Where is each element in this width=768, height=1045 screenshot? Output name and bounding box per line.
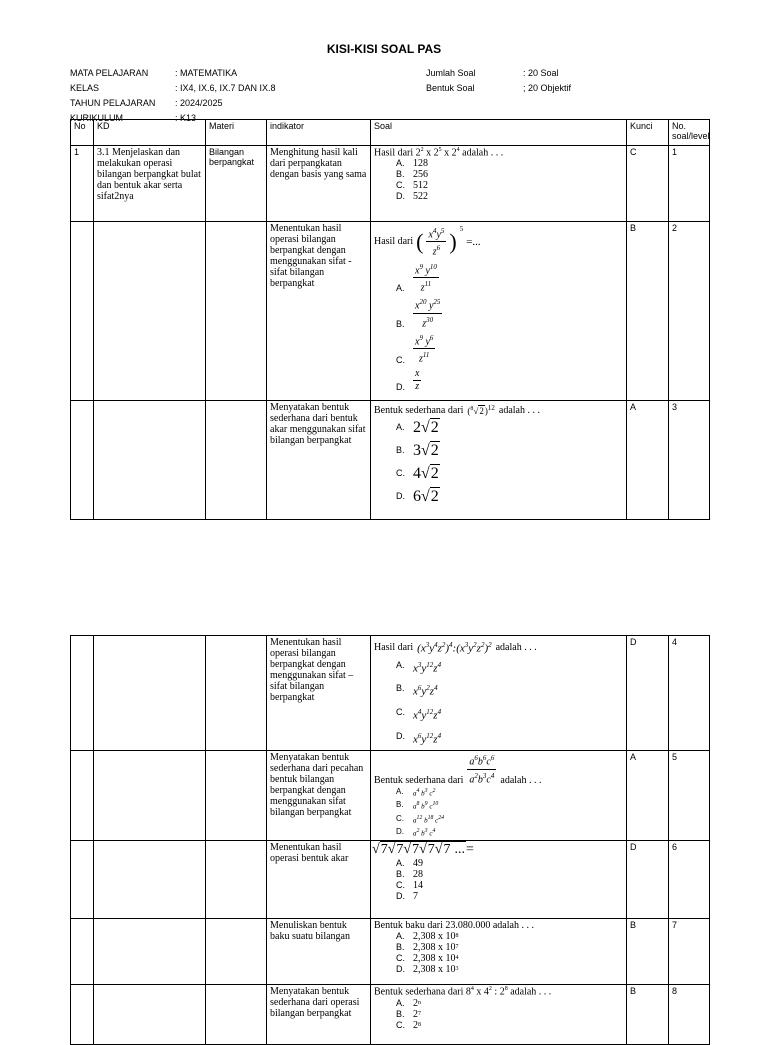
option-c: C. $a^{12}$ $b^{18}$ $c^{24}$ <box>396 813 445 824</box>
option-d: D. 522 <box>396 191 428 203</box>
option-d: D. 2,308 x 10 3 <box>396 964 459 976</box>
meta-value: : 2024/2025 <box>175 98 223 108</box>
option-a: A. 2 n <box>396 997 421 1009</box>
option-d: D. 7 <box>396 891 418 903</box>
cell-soal <box>371 919 627 985</box>
cell-indikator: Menyatakan bentuk sederhana dari bentuk akar menggunakan sifat bilangan berpangkat <box>267 401 371 520</box>
header-kunci: Kunci <box>627 120 669 146</box>
option-d: D. $\frac{x}{z}$ <box>396 367 420 392</box>
meta-key: KURIKULUM <box>70 113 124 123</box>
cell-level: 1 <box>669 146 710 222</box>
meta-value: : IX4, IX.6, IX.7 DAN IX.8 <box>175 83 276 93</box>
question-text: Hasil dari $2^2$ x $2^5$ x $2^4$ adalah . . . <box>374 147 504 159</box>
cell-soal <box>371 401 627 520</box>
option-c: C. 14 <box>396 880 423 892</box>
meta-left <box>70 66 276 126</box>
meta-key: MATA PELAJARAN <box>70 68 149 78</box>
table-row <box>71 919 710 985</box>
table-row <box>71 146 710 222</box>
cell-indikator: Menyatakan bentuk sederhana dari pecahan bentuk bilangan berpangkat dengan menggunakan sifat bilangan berpangkat <box>267 751 371 841</box>
table-row <box>71 751 710 841</box>
meta-key: TAHUN PELAJARAN <box>70 98 156 108</box>
kisi-kisi-table-page1 <box>70 119 710 520</box>
cell-level: 4 <box>669 636 710 751</box>
header-level: No. soal/level <box>669 120 710 146</box>
cell-soal <box>371 751 627 841</box>
header-indikator: indikator <box>267 120 371 146</box>
cell-kd: 3.1 Menjelaskan dan melakukan operasi bilangan berpangkat bulat dan bentuk akar serta sifat2nya <box>94 146 206 222</box>
options-list <box>374 998 623 1031</box>
cell-indikator: Menentukan hasil operasi bilangan berpangkat dengan menggunakan sifat - sifat bilangan berpangkat <box>267 222 371 401</box>
option-c: C. 4√2 <box>396 465 439 482</box>
document-title: KISI-KISI SOAL PAS <box>326 42 442 56</box>
table-row <box>71 401 710 520</box>
cell-kunci: B <box>627 222 669 401</box>
question-text: Hasil dari ( $\frac{x^4y^5}{z^6}$ ) $^5$ =... <box>374 225 481 258</box>
option-a: A. $x^3y^{12}z^4$ <box>396 659 442 675</box>
question-text: Bentuk baku dari 23.080.000 adalah . . . <box>374 920 534 932</box>
meta-key: Bentuk Soal <box>426 83 475 93</box>
cell-indikator: Menyatakan bentuk sederhana dari operasi bilangan berpangkat <box>267 985 371 1045</box>
options-list <box>374 655 623 750</box>
option-c: C. 512 <box>396 180 428 192</box>
cell-materi: Bilangan berpangkat <box>206 146 267 222</box>
cell-indikator: Menghitung hasil kali dari perpangkatan dengan basis yang sama <box>267 146 371 222</box>
cell-soal <box>371 146 627 222</box>
kisi-kisi-table-page2 <box>70 635 710 1045</box>
option-a: A. 49 <box>396 858 423 870</box>
options-list <box>374 261 623 393</box>
meta-value: : 20 Soal <box>523 68 559 78</box>
meta-key: KELAS <box>70 83 100 93</box>
option-b: B. 256 <box>396 169 428 181</box>
option-a: A. 2,308 x 10 8 <box>396 931 459 943</box>
option-a: A. 128 <box>396 158 428 170</box>
option-d: D. $x^6y^{12}z^4$ <box>396 730 442 746</box>
cell-indikator: Menentukan hasil operasi bentuk akar <box>267 841 371 919</box>
options-list <box>374 858 623 902</box>
option-b: B. 2 7 <box>396 1008 421 1020</box>
meta-right <box>426 66 571 96</box>
option-b: B. 28 <box>396 869 423 881</box>
question-text: Bentuk sederhana dari $(^8√2)^{12}$ adalah . . . <box>374 404 540 416</box>
option-b: B. 3√2 <box>396 442 439 459</box>
cell-kunci: A <box>627 401 669 520</box>
option-c: C. 2 8 <box>396 1019 421 1031</box>
cell-level: 6 <box>669 841 710 919</box>
header-kd: KD <box>94 120 206 146</box>
cell-level: 2 <box>669 222 710 401</box>
cell-soal <box>371 841 627 919</box>
table-header-row <box>71 120 710 146</box>
meta-value: : K13 <box>175 113 197 123</box>
option-a: A. $a^4$ $b^3$ $c^2$ <box>396 786 436 798</box>
cell-kunci: D <box>627 841 669 919</box>
option-c: C. $\frac{x^9 y^6}{z^{11}}$ <box>396 333 434 365</box>
cell-level: 5 <box>669 751 710 841</box>
option-c: C. 2,308 x 10 4 <box>396 953 459 965</box>
option-b: B. $a^8$ $b^9$ $c^{10}$ <box>396 800 439 811</box>
header-no: No <box>71 120 94 146</box>
question-text: √7√7√7√7√7 ...= <box>372 842 474 858</box>
meta-value: : MATEMATIKA <box>175 68 238 78</box>
header-soal: Soal <box>371 120 627 146</box>
option-b: B. $x^6y^2z^4$ <box>396 683 438 698</box>
question-text: Bentuk sederhana dari $8^4$ x $4^2$ : $2^8$ adalah . . . <box>374 986 552 998</box>
cell-level: 7 <box>669 919 710 985</box>
options-list <box>374 158 623 202</box>
option-b: B. 2,308 x 10 7 <box>396 942 459 954</box>
cell-kunci: D <box>627 636 669 751</box>
table-row <box>71 636 710 751</box>
cell-indikator: Menuliskan bentuk baku suatu bilangan <box>267 919 371 985</box>
table-row <box>71 985 710 1045</box>
option-a: A. $\frac{x^9 y^{10}}{z^{11}}$ <box>396 262 437 294</box>
question-text: Hasil dari $(x^3y^4z^2)^4:(x^3y^2z^2)^2$ adalah . . . <box>374 641 537 655</box>
cell-kunci: B <box>627 919 669 985</box>
cell-indikator: Menentukan hasil operasi bilangan berpangkat dengan menggunakan sifat – sifat bilangan berpangkat <box>267 636 371 751</box>
cell-no: 1 <box>71 146 94 222</box>
cell-kunci: C <box>627 146 669 222</box>
options-list <box>374 416 623 508</box>
table-row <box>71 222 710 401</box>
cell-soal <box>371 985 627 1045</box>
cell-soal <box>371 636 627 751</box>
option-c: C. $x^4y^{12}z^4$ <box>396 706 442 722</box>
option-b: B. $\frac{x^{20} y^{25}}{z^{30}}$ <box>396 298 441 329</box>
options-list <box>374 786 623 839</box>
options-list <box>374 931 623 975</box>
header-materi: Materi <box>206 120 267 146</box>
table-row <box>71 841 710 919</box>
cell-level: 3 <box>669 401 710 520</box>
option-a: A. 2√2 <box>396 419 439 436</box>
cell-kunci: B <box>627 985 669 1045</box>
meta-key: Jumlah Soal <box>426 68 476 78</box>
question-text: Bentuk sederhana dari $\frac{a^6b^6c^6}{a^2b^3c^4}$ adalah . . . <box>374 754 542 786</box>
option-d: D. $a^2$ $b^3$ $c^4$ <box>396 826 436 838</box>
cell-level: 8 <box>669 985 710 1045</box>
cell-soal <box>371 222 627 401</box>
option-d: D. 6√2 <box>396 488 439 505</box>
cell-kunci: A <box>627 751 669 841</box>
meta-value: ; 20 Objektif <box>523 83 572 93</box>
